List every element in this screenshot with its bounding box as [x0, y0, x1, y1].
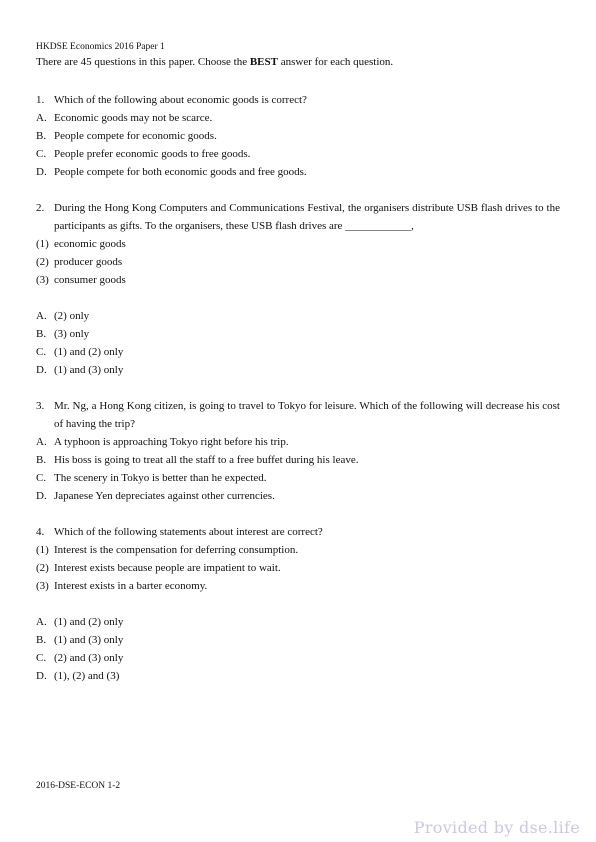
instructions-emphasis: BEST [249, 56, 278, 68]
option-label: A. [36, 616, 47, 628]
statement-text: consumer goods [54, 274, 126, 286]
option-label: C. [36, 472, 47, 484]
option-label: C. [36, 148, 47, 160]
option-text: People compete for economic goods. [54, 130, 217, 142]
option-label: D. [36, 166, 47, 178]
statement-text: Interest exists in a barter economy. [54, 580, 208, 592]
option-label: C. [36, 346, 47, 358]
option-text: The scenery in Tokyo is better than he expected. [54, 472, 267, 484]
statement-label: (2) [36, 562, 49, 574]
question-text: During the Hong Kong Computers and Communications Festival, the organisers distribute USB flash drives to the participants as gifts. To the organisers, these USB flash drives are ____________, [54, 202, 560, 232]
option-text: People compete for both economic goods and free goods. [54, 166, 307, 178]
option-text: A typhoon is approaching Tokyo right before his trip. [54, 436, 289, 448]
option-label: A. [36, 436, 47, 448]
answer-option-d[interactable] [36, 487, 560, 505]
statement-label: (1) [36, 544, 49, 556]
answer-option-b[interactable] [36, 127, 560, 145]
question-text: Mr. Ng, a Hong Kong citizen, is going to travel to Tokyo for leisure. Which of the following will decrease his cost of having the trip? [54, 400, 560, 430]
option-label: D. [36, 490, 47, 502]
statement-3 [36, 577, 560, 595]
option-text: (3) only [54, 328, 90, 340]
option-text: (1) and (2) only [54, 346, 124, 358]
statement-1 [36, 541, 560, 559]
option-text: (1), (2) and (3) [54, 670, 120, 682]
option-label: B. [36, 454, 47, 466]
answer-option-a[interactable] [36, 613, 560, 631]
statement-1 [36, 235, 560, 253]
option-label: C. [36, 652, 47, 664]
answer-option-a[interactable] [36, 307, 560, 325]
answer-option-a[interactable] [36, 433, 560, 451]
question-text: Which of the following about economic goods is correct? [54, 94, 307, 106]
question-stem [36, 199, 560, 235]
answer-option-b[interactable] [36, 325, 560, 343]
option-text: Japanese Yen depreciates against other currencies. [54, 490, 275, 502]
option-text: (2) and (3) only [54, 652, 124, 664]
instructions [36, 56, 393, 68]
question-stem [36, 523, 560, 541]
answer-option-d[interactable] [36, 361, 560, 379]
option-text: Economic goods may not be scarce. [54, 112, 213, 124]
question-2 [36, 199, 560, 379]
page-footer-code: 2016-DSE-ECON 1-2 [36, 781, 121, 791]
question-stem [36, 91, 560, 109]
statement-label: (3) [36, 274, 49, 286]
option-text: (1) and (2) only [54, 616, 124, 628]
option-label: A. [36, 112, 47, 124]
option-text: (2) only [54, 310, 90, 322]
question-number: 2. [36, 202, 45, 214]
option-label: B. [36, 130, 47, 142]
answer-option-c[interactable] [36, 343, 560, 361]
statement-3 [36, 271, 560, 289]
answer-option-c[interactable] [36, 145, 560, 163]
statement-text: Interest exists because people are impatient to wait. [54, 562, 281, 574]
question-number: 1. [36, 94, 45, 106]
instructions-text: There are 45 questions in this paper. Choose the [36, 56, 250, 68]
option-label: D. [36, 364, 47, 376]
spacer [36, 595, 560, 613]
answer-option-a[interactable] [36, 109, 560, 127]
instructions-text-end: answer for each question. [277, 56, 394, 68]
question-text: Which of the following statements about interest are correct? [54, 526, 323, 538]
question-number: 4. [36, 526, 45, 538]
statement-label: (2) [36, 256, 49, 268]
question-stem [36, 397, 560, 433]
statement-label: (3) [36, 580, 49, 592]
question-4 [36, 523, 560, 685]
option-text: People prefer economic goods to free goods. [54, 148, 251, 160]
question-number: 3. [36, 400, 45, 412]
statement-text: Interest is the compensation for deferring consumption. [54, 544, 299, 556]
statement-label: (1) [36, 238, 49, 250]
option-label: D. [36, 670, 47, 682]
answer-option-c[interactable] [36, 469, 560, 487]
statement-2 [36, 253, 560, 271]
answer-option-c[interactable] [36, 649, 560, 667]
answer-option-d[interactable] [36, 163, 560, 181]
option-text: (1) and (3) only [54, 364, 124, 376]
statement-2 [36, 559, 560, 577]
option-label: A. [36, 310, 47, 322]
option-text: His boss is going to treat all the staff to a free buffet during his leave. [54, 454, 359, 466]
answer-option-b[interactable] [36, 451, 560, 469]
statement-text: economic goods [54, 238, 126, 250]
watermark: Provided by dse.life [413, 818, 580, 837]
paper-header: HKDSE Economics 2016 Paper 1 [36, 42, 165, 52]
option-label: B. [36, 328, 47, 340]
question-1 [36, 91, 560, 181]
question-3 [36, 397, 560, 505]
option-label: B. [36, 634, 47, 646]
statement-text: producer goods [54, 256, 123, 268]
answer-option-d[interactable] [36, 667, 560, 685]
option-text: (1) and (3) only [54, 634, 124, 646]
spacer [36, 289, 560, 307]
answer-option-b[interactable] [36, 631, 560, 649]
